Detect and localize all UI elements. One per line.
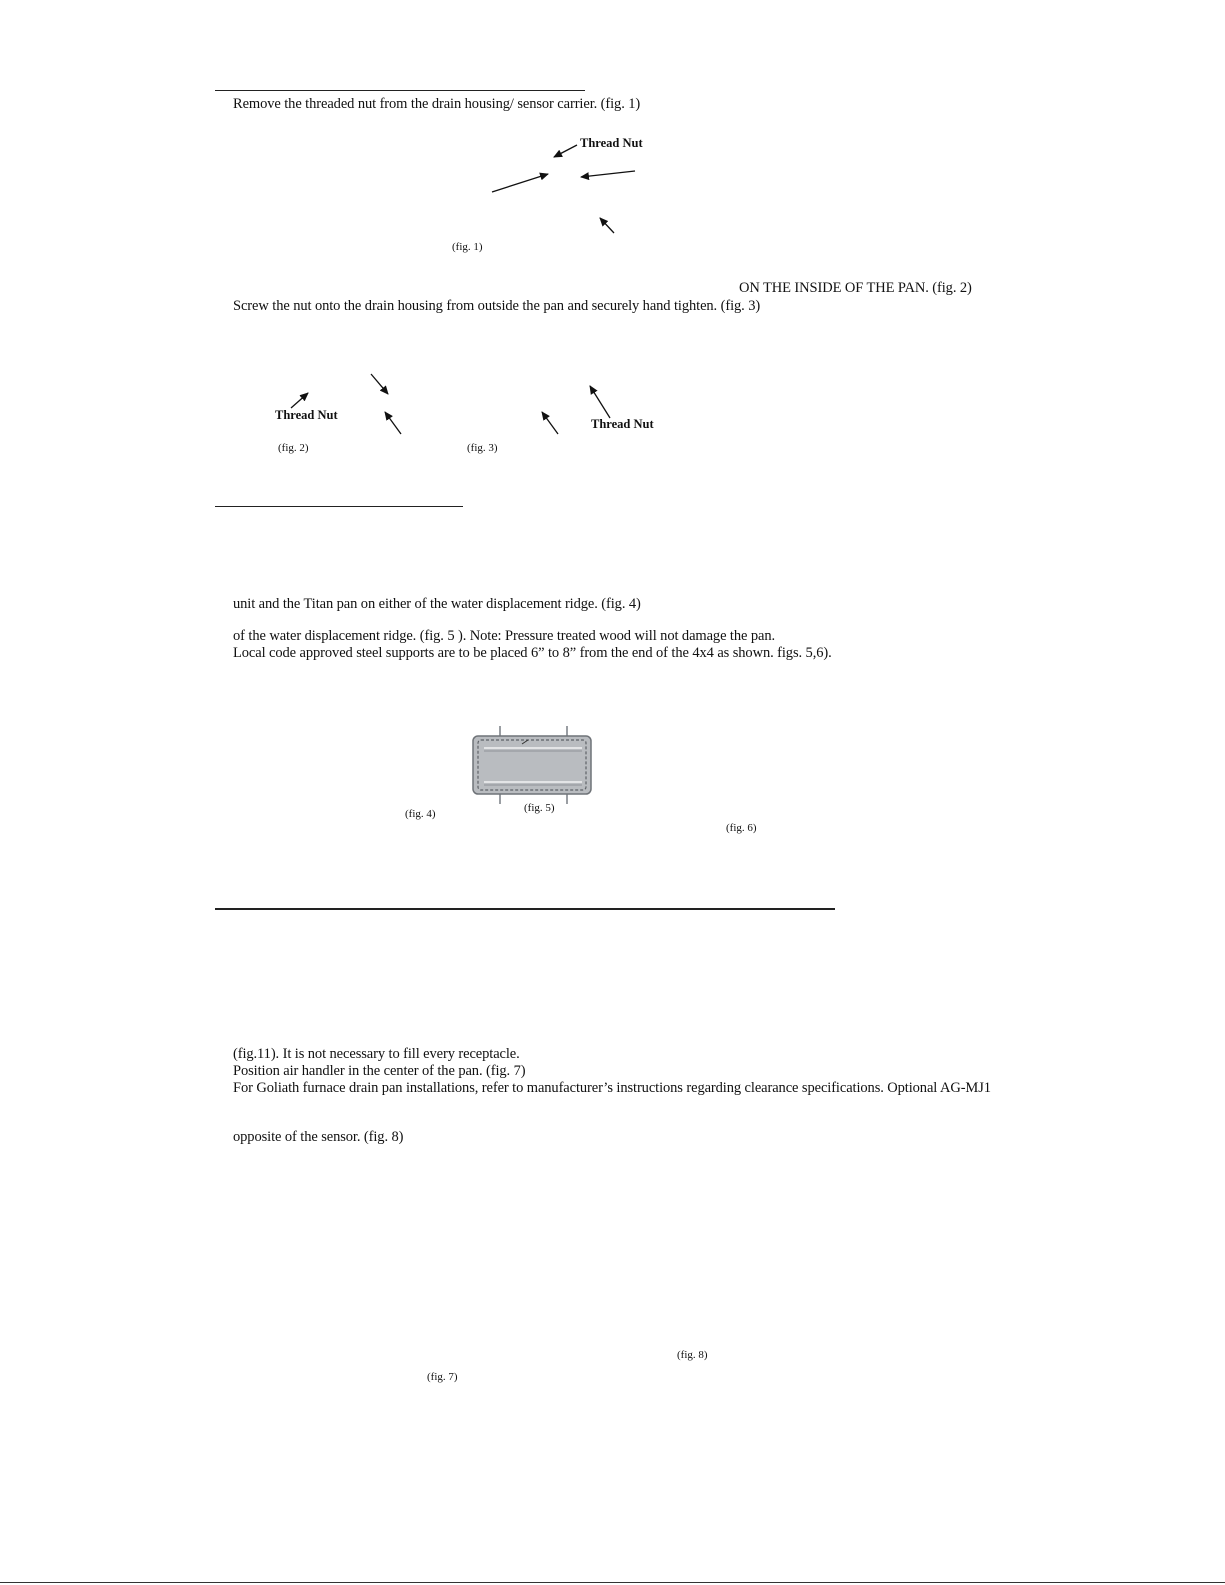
section2-heading-rule xyxy=(215,506,463,507)
step-screw-nut: Screw the nut onto the drain housing from outside the pan and securely hand tighten. (fig. 3) xyxy=(233,298,761,314)
placement-text-line4: opposite of the sensor. (fig. 8) xyxy=(233,1129,404,1145)
fig1-arrow-right xyxy=(581,171,635,177)
section3-heading-rule xyxy=(215,908,835,910)
fig3-thread-nut-label: Thread Nut xyxy=(591,417,654,431)
inside-pan-text: ON THE INSIDE OF THE PAN. (fig. 2) xyxy=(739,280,972,296)
fig5-caption: (fig. 5) xyxy=(524,802,555,814)
fig3-arrow-thread-nut xyxy=(590,386,610,418)
placement-text-line1: (fig.11). It is not necessary to fill every receptacle. xyxy=(233,1046,520,1062)
section1-heading-rule xyxy=(215,90,585,91)
fig3-arrow-left xyxy=(542,412,558,434)
fig4-caption: (fig. 4) xyxy=(405,808,436,820)
pan-top-view-illustration xyxy=(470,726,600,804)
fig3-caption: (fig. 3) xyxy=(467,442,498,454)
support-text-line3: Local code approved steel supports are to be placed 6” to 8” from the end of the 4x4 as shown. figs. 5,6). xyxy=(233,645,832,661)
fig2-arrow-top xyxy=(371,374,388,394)
fig7-caption: (fig. 7) xyxy=(427,1371,458,1383)
step-remove-nut: Remove the threaded nut from the drain housing/ sensor carrier. (fig. 1) xyxy=(233,96,641,112)
support-text-line1: unit and the Titan pan on either of the water displacement ridge. (fig. 4) xyxy=(233,596,641,612)
fig1-arrow-left xyxy=(492,174,548,192)
fig1-arrow-thread-nut xyxy=(554,145,577,157)
fig1-arrow-lower xyxy=(600,218,614,233)
fig1-caption: (fig. 1) xyxy=(452,241,483,253)
fig2-thread-nut-label: Thread Nut xyxy=(275,408,338,422)
placement-text-line2: Position air handler in the center of the pan. (fig. 7) xyxy=(233,1063,526,1079)
fig2-caption: (fig. 2) xyxy=(278,442,309,454)
support-text-line2: of the water displacement ridge. (fig. 5 ). Note: Pressure treated wood will not damage the pan. xyxy=(233,628,776,644)
fig1-thread-nut-label: Thread Nut xyxy=(580,136,643,150)
fig2-arrow-thread-nut xyxy=(291,393,308,408)
fig8-caption: (fig. 8) xyxy=(677,1349,708,1361)
page-bottom-border xyxy=(0,1582,1225,1583)
fig2-arrow-bottom xyxy=(385,412,401,434)
placement-text-line3: For Goliath furnace drain pan installations, refer to manufacturer’s instructions regarding clearance specifications. Optional AG-MJ1 xyxy=(233,1080,991,1096)
fig6-caption: (fig. 6) xyxy=(726,822,757,834)
